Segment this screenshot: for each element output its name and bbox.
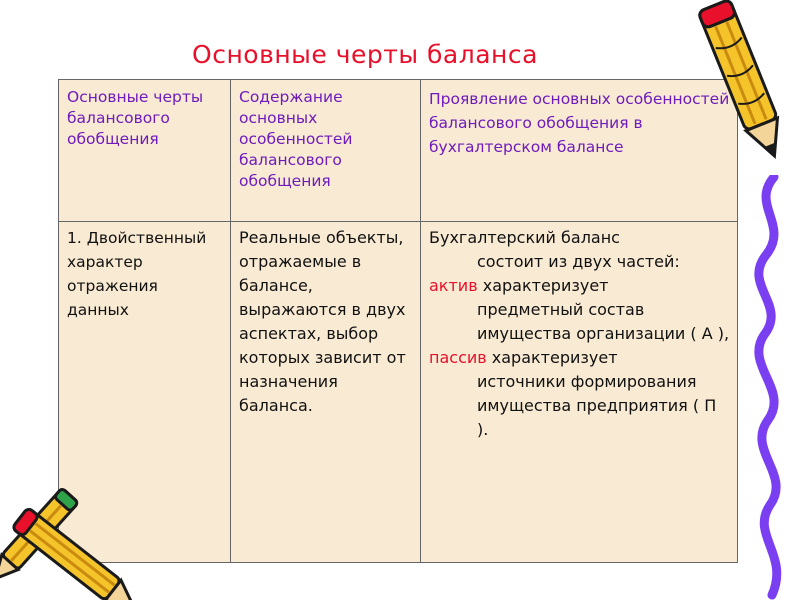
cell-feature-dual-character: 1. Двойственный характер отражения данных bbox=[59, 222, 231, 563]
table-header-row bbox=[59, 80, 738, 222]
cell-content-description: Реальные объекты, отражаемые в балансе, выражаются в двух аспектах, выбор которых зависит от назначения баланса. bbox=[231, 222, 421, 563]
cell-manifestation bbox=[421, 222, 738, 563]
intro-text-first: Бухгалтерский баланс bbox=[429, 228, 620, 247]
passive-text-first: характеризует bbox=[491, 348, 618, 367]
header-cell-manifestation: Проявление основных особенностей балансового обобщения в бухгалтерском балансе bbox=[421, 80, 738, 222]
page-title: Основные черты баланса bbox=[192, 40, 538, 69]
active-text-first: характеризует bbox=[482, 276, 609, 295]
passive-line bbox=[429, 346, 730, 370]
header-cell-features: Основные черты балансового обобщения bbox=[59, 80, 231, 222]
passive-term: пассив bbox=[429, 348, 487, 367]
passive-text-rest: источники формирования имущества предприятия ( П ). bbox=[477, 372, 717, 439]
pencils-bottom-left-icon bbox=[0, 480, 160, 600]
active-term: актив bbox=[429, 276, 478, 295]
header-cell-content: Содержание основных особенностей балансового обобщения bbox=[231, 80, 421, 222]
balance-features-table bbox=[58, 79, 738, 563]
table-row bbox=[59, 222, 738, 563]
active-text-rest: предметный состав имущества организации ( А ), bbox=[477, 300, 730, 343]
active-line bbox=[429, 274, 730, 298]
squiggle-right-icon bbox=[730, 175, 800, 600]
pencil-top-right-icon bbox=[660, 0, 800, 185]
intro-text-rest: состоит из двух частей: bbox=[477, 252, 680, 271]
